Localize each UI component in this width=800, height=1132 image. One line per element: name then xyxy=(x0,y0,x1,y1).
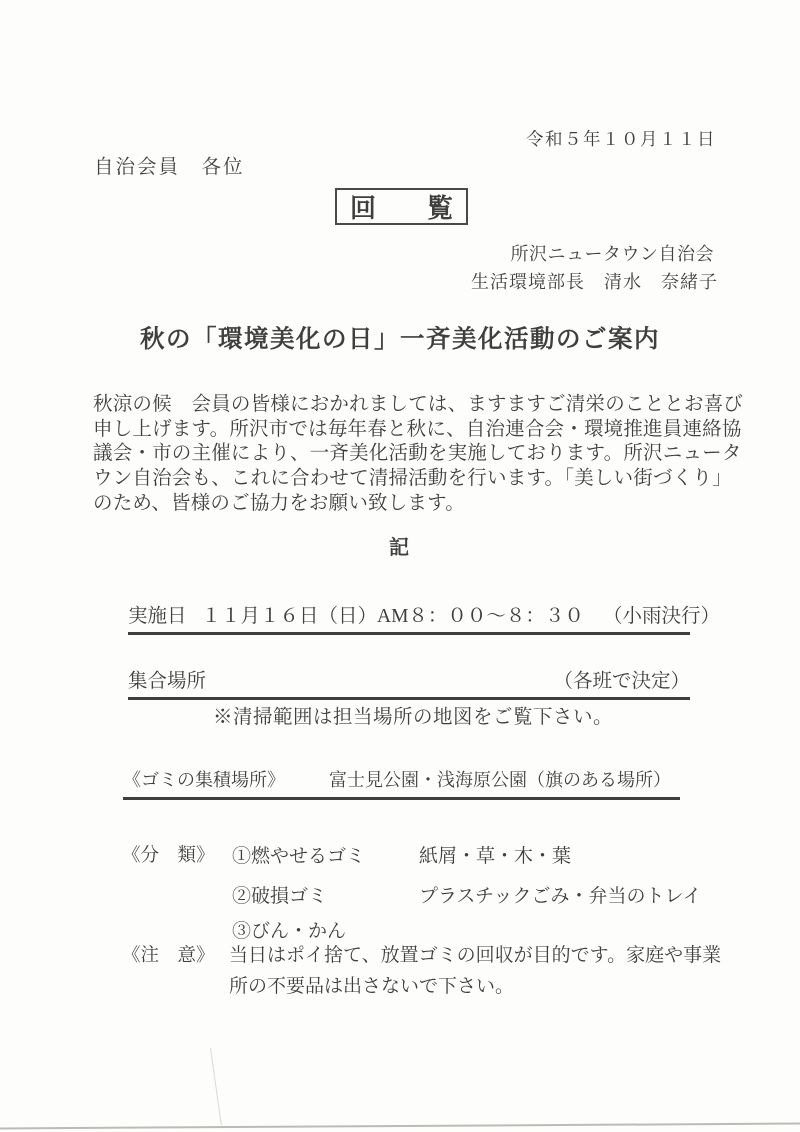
meeting-place-note: （各班で決定） xyxy=(553,671,690,692)
classification-item-detail: プラスチックごみ・弁当のトレイ xyxy=(419,886,702,907)
meeting-place-line xyxy=(128,665,690,700)
document-date: 令和５年１０月１１日 xyxy=(526,129,716,149)
record-marker: 記 xyxy=(389,537,411,559)
classification-item-detail: 紙屑・草・木・葉 xyxy=(419,846,572,867)
document-title: 秋の「環境美化の日」一斉美化活動のご案内 xyxy=(140,326,660,353)
collection-label: 《ゴミの集積場所》 xyxy=(123,770,285,790)
greeting-line: 秋涼の候 会員の皆様におかれましては、ますますご清栄のこととお喜び xyxy=(93,394,744,415)
classification-label: 《分 類》 xyxy=(122,846,215,866)
garbage-collection-line xyxy=(123,766,680,800)
greeting-line: のため、皆様のご協力をお願い致します。 xyxy=(93,492,465,514)
sender-person: 生活環境部長 清水 奈緒子 xyxy=(471,272,718,292)
schedule-value: １１月１６日（日）AM８：００～８：３０ xyxy=(201,606,584,627)
caution-line: 当日はポイ捨て、放置ゴミの回収が目的です。家庭や事業 xyxy=(229,945,722,966)
greeting-paragraph xyxy=(93,393,743,517)
classification-item-name: ③びん・かん xyxy=(232,921,347,942)
caution-line: 所の不要品は出さないで下さい。 xyxy=(229,975,515,997)
greeting-line: 申し上げます。所沢市では毎年春と秋に、自治連合会・環境推進員連絡協 xyxy=(93,418,742,440)
caution-label: 《注 意》 xyxy=(122,946,215,966)
recipient-line: 自治会員 各位 xyxy=(94,157,245,178)
schedule-note: （小雨決行） xyxy=(602,606,720,627)
sender-organization: 所沢ニュータウン自治会 xyxy=(510,244,714,264)
collection-value: 富士見公園・浅海原公園（旗のある場所） xyxy=(329,770,671,790)
classification-item-name: ②破損ゴミ xyxy=(232,886,328,907)
kairan-char-right: 覧 xyxy=(426,194,453,223)
caution-text xyxy=(229,941,721,1002)
kairan-char-left: 回 xyxy=(350,194,377,223)
kairan-stamp-box xyxy=(335,188,468,225)
scan-paper-edge-line xyxy=(0,1122,800,1128)
greeting-line: ウン自治会も、これに合わせて清掃活動を行います。「美しい街づくり」 xyxy=(93,468,732,490)
map-note: ※清掃範囲は担当場所の地図をご覧下さい。 xyxy=(213,707,614,728)
scan-paper-crease xyxy=(210,1048,222,1125)
schedule-label: 実施日 xyxy=(128,606,187,627)
schedule-line xyxy=(128,600,720,635)
meeting-place-label: 集合場所 xyxy=(128,671,207,692)
greeting-line: 議会・市の主催により、一斉美化活動を実施しております。所沢ニュータ xyxy=(93,443,742,465)
classification-item-name: ①燃やせるゴミ xyxy=(232,846,366,867)
